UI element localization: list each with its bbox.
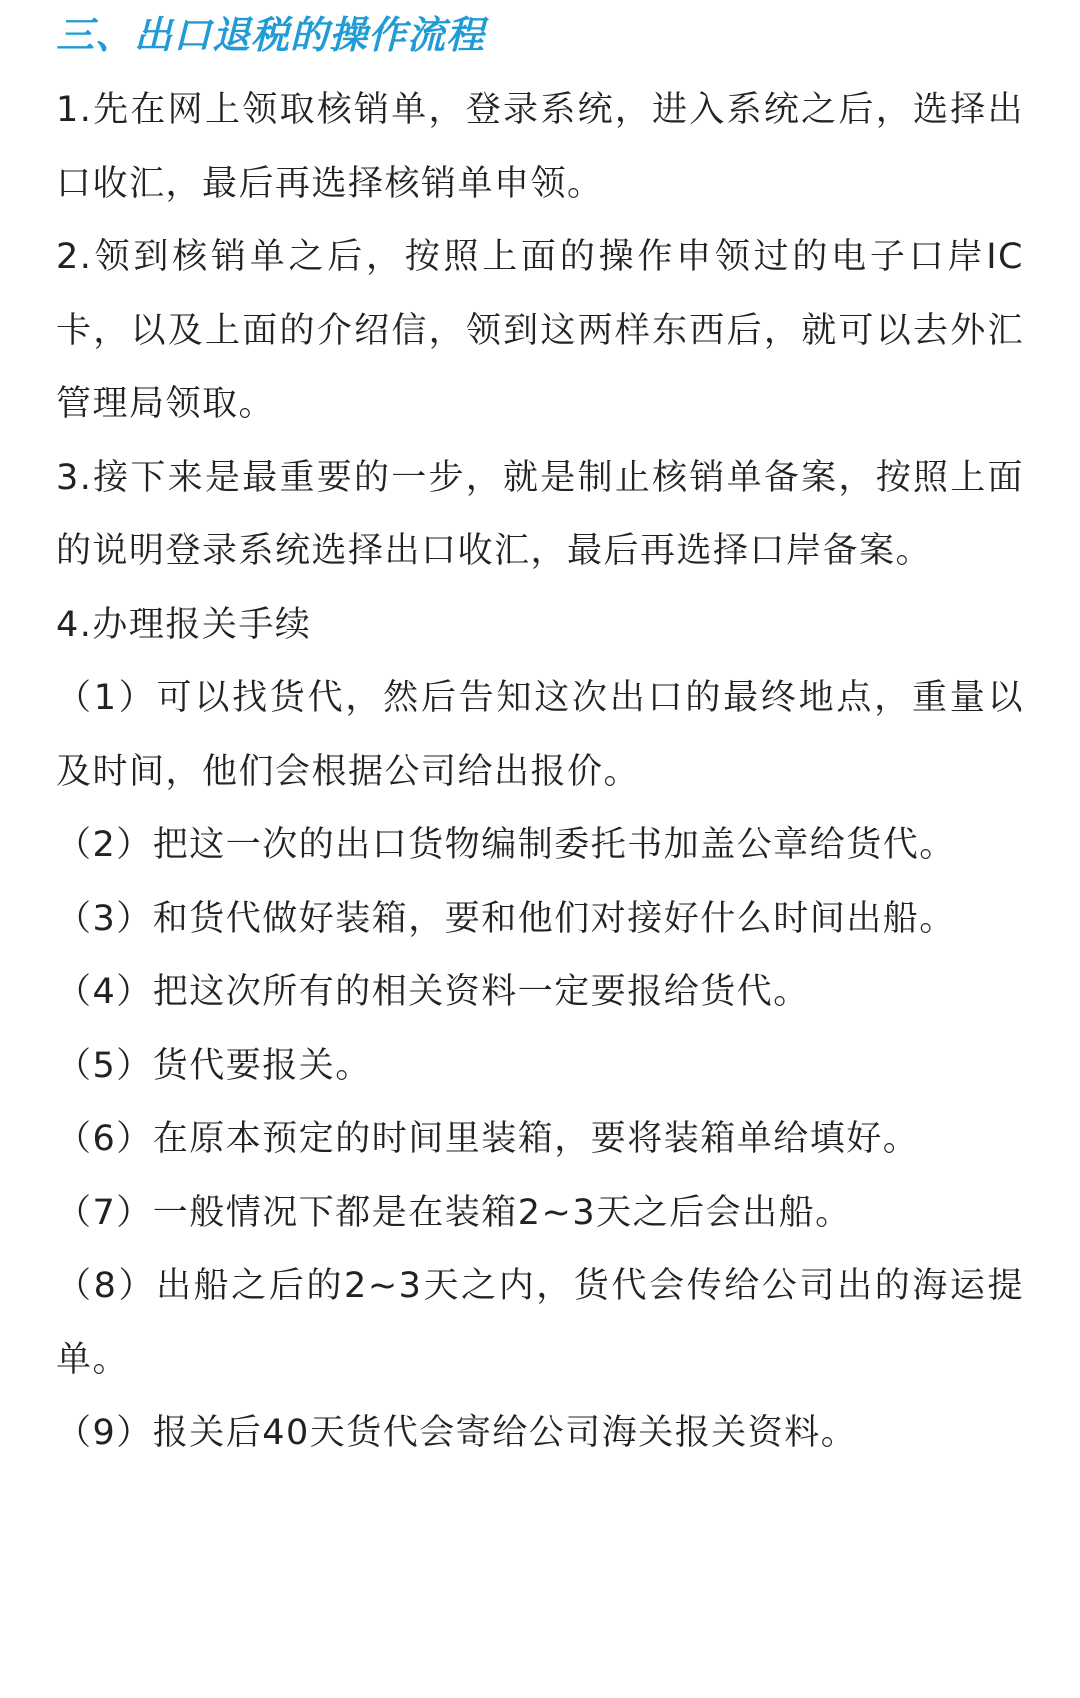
substep-1-paragraph: （1）可以找货代，然后告知这次出口的最终地点，重量以及时间，他们会根据公司给出报价。 — [56, 678, 1024, 792]
substep-7-paragraph: （7）一般情况下都是在装箱2~3天之后会出船。 — [56, 1192, 852, 1233]
step-4-heading: 4.办理报关手续 — [56, 604, 312, 645]
article-body — [56, 74, 1024, 1471]
substep-3-paragraph: （3）和货代做好装箱，要和他们对接好什么时间出船。 — [56, 898, 956, 939]
substep-9-paragraph: （9）报关后40天货代会寄给公司海关报关资料。 — [56, 1413, 858, 1453]
substep-2-paragraph: （2）把这一次的出口货物编制委托书加盖公章给货代。 — [56, 825, 956, 865]
substep-4-paragraph: （4）把这次所有的相关资料一定要报给货代。 — [56, 972, 810, 1012]
substep-5-paragraph: （5）货代要报关。 — [56, 1045, 372, 1086]
step-2-paragraph: 2.领到核销单之后，按照上面的操作申领过的电子口岸IC卡，以及上面的介绍信，领到这两样东西后，就可以去外汇管理局领取。 — [56, 237, 1024, 424]
section-heading: 三、出口退税的操作流程 — [56, 13, 486, 57]
substep-8-paragraph: （8）出船之后的2~3天之内，货代会传给公司出的海运提单。 — [56, 1266, 1024, 1380]
substep-6-paragraph: （6）在原本预定的时间里装箱，要将装箱单给填好。 — [56, 1119, 920, 1159]
step-1-paragraph: 1.先在网上领取核销单，登录系统，进入系统之后，选择出口收汇，最后再选择核销单申领。 — [56, 90, 1024, 204]
step-3-paragraph: 3.接下来是最重要的一步，就是制止核销单备案，按照上面的说明登录系统选择出口收汇，最后再选择口岸备案。 — [56, 457, 1024, 571]
